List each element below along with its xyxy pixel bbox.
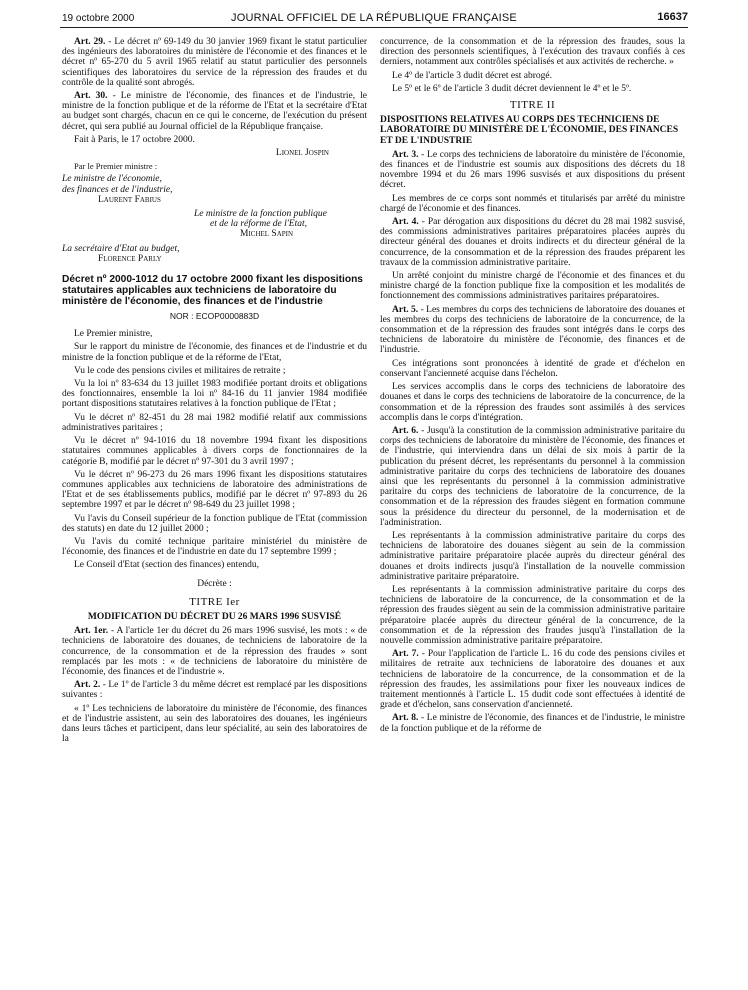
visa-paragraph: Le Conseil d'Etat (section des finances) entendu, (74, 560, 260, 571)
article-text: - Le ministre de l'économie, des finances et de l'industrie, le ministre de la fonction publique et de la réforme de l'Etat et la secrétaire d'Etat au budget sont chargés, chacun en ce qui le concerne, de l'exécution du présent décret, qui sera publié au Journal officiel de la République française. (62, 91, 367, 132)
section-heading-1: MODIFICATION DU DÉCRET DU 26 MARS 1996 SUSVISÉ (87, 611, 342, 622)
article-text: - Les membres du corps des techniciens de laboratoire des douanes et les membres du corps des techniciens de laboratoire de la concurrence, de la consommation et de la répression des fraudes sont intégrés dans le corps des techniciens de laboratoire du ministère de l'économie, des finances et de l'industrie. (380, 304, 685, 356)
titre-1: TITRE Ier (189, 595, 240, 608)
nor-reference: NOR : ECOP0000883D (169, 311, 260, 322)
page-number: 16637 (657, 11, 688, 23)
article-label: Art. 7. (392, 649, 419, 660)
article-label: Art. 30. (74, 91, 108, 102)
titre-2: TITRE II (509, 99, 556, 112)
minister-economy-line1: Le ministre de l'économie, (62, 174, 162, 185)
article-4 (380, 217, 685, 268)
article-label: Art. 5. (392, 304, 419, 315)
article-text: - Le 1º de l'article 3 du même décret est remplacé par les dispositions suivantes : (62, 680, 367, 701)
article-1 (62, 626, 367, 677)
decrete: Décrète : (197, 578, 232, 589)
left-column (62, 37, 367, 747)
par-premier-ministre: Par le Premier ministre : (74, 161, 158, 172)
article-label: Art. 3. (392, 149, 419, 160)
article-label: Art. 8. (392, 713, 419, 724)
visa-paragraph: Vu la loi nº 83-634 du 13 juillet 1983 modifiée portant droits et obligations des fonctionnaires, ensemble la loi nº 84-16 du 11 janvier 1984 modifiée portant dispositions statutaires relatives à la fonction publique de l'Etat ; (62, 379, 367, 410)
article-3 (380, 150, 685, 191)
article-label: Art. 1er. (74, 626, 109, 637)
paragraph: Un arrêté conjoint du ministre chargé de l'économie et des finances et du ministre chargé de la fonction publique fixe la composition et les modalités de fonctionnement des commissions administratives paritaires préparatoires. (380, 271, 685, 302)
premier-ministre: Le Premier ministre, (74, 329, 153, 340)
paragraph: Le 5º et le 6º de l'article 3 dudit décret deviennent le 4º et le 5º. (392, 83, 632, 94)
paragraph: Les représentants à la commission administrative paritaire du corps des techniciens de laboratoire des douanes siègent au sein de la commission administrative paritaire préparatoire placée auprès du directeur général des douanes et droits indirects jusqu'à l'installation de la nouvelle commission administrative paritaire préparatoire. (380, 530, 685, 582)
decree-title: Décret nº 2000-1012 du 17 octobre 2000 fixant les dispositions statutaires applicables aux techniciens de laboratoire du ministère de l'économie, des finances et de l'industrie (62, 274, 363, 308)
article-29 (62, 37, 367, 88)
article-30 (62, 91, 367, 132)
article-label: Art. 6. (392, 425, 419, 436)
signature-fabius: Laurent Fabius (98, 194, 161, 205)
secretary-budget: La secrétaire d'Etat au budget, (62, 243, 180, 254)
header-rule (60, 27, 688, 28)
visa-paragraph: Vu le décret nº 94-1016 du 18 novembre 1994 fixant les dispositions statutaires communes applicables à divers corps de fonctionnaires de la catégorie B, modifié par le décret nº 97-301 du 3 avril 1997 ; (62, 436, 367, 467)
continued-text: concurrence, de la consommation et de la répression des fraudes, sous la direction des personnels scientifiques, à l'exécution des travaux confiés à ces derniers, notamment aux contrôles spécialisés et aux activités de recherche. » (380, 37, 685, 68)
article-text: - A l'article 1er du décret du 26 mars 1996 susvisé, les mots : « de techniciens de laboratoire des douanes, de techniciens de laboratoire de la concurrence, de la consommation et de la répression des fraudes » sont remplacés par les mots : « de techniciens de laboratoire du ministère de l'économie, des finances et de l'industrie ». (62, 626, 367, 677)
signature-parly: Florence Parly (98, 253, 162, 264)
article-label: Art. 2. (74, 680, 101, 691)
header-journal-title: JOURNAL OFFICIEL DE LA RÉPUBLIQUE FRANÇAISE (231, 12, 517, 24)
minister-economy-line2: des finances et de l'industrie, (62, 184, 173, 195)
article-label: Art. 4. (392, 217, 419, 228)
paragraph: Les membres de ce corps sont nommés et titularisés par arrêté du ministre chargé de l'économie et des finances. (380, 193, 685, 214)
visa-paragraph: Vu le code des pensions civiles et militaires de retraite ; (74, 365, 286, 376)
article-text: - Par dérogation aux dispositions du décret du 28 mai 1982 susvisé, des commissions administratives paritaires préparatoires placées auprès du directeur général des douanes et droits indirects et du directeur général de la concurrence, de la consommation et de la répression des fraudes préparent les travaux de la commission administrative paritaire. (380, 217, 685, 268)
minister-fp-line2: et de la réforme de l'Etat, (210, 219, 308, 230)
article-text: - Le décret nº 69-149 du 30 janvier 1969 fixant le statut particulier des ingénieurs des laboratoires du ministère de l'économie et des finances et le décret nº 65-270 du 5 avril 1965 relatif au statut particulier des personnels scientifiques des laboratoires du service de la répression des fraudes et du contrôle de la qualité sont abrogés. (62, 37, 367, 88)
minister-fp-line1: Le ministre de la fonction publique (194, 209, 327, 220)
article-2 (62, 680, 367, 700)
article-5 (380, 305, 685, 356)
paragraph: Ces intégrations sont prononcées à identité de grade et d'échelon en conservant l'ancienneté acquise dans l'échelon. (380, 358, 685, 379)
fait-a-paris: Fait à Paris, le 17 octobre 2000. (74, 134, 195, 145)
article-text: - Pour l'application de l'article L. 16 du code des pensions civiles et militaires de retraite aux techniciens de laboratoire des douanes et aux techniciens de laboratoire de la concurrence, de la consommation et de la répression des fraudes, les assimilations pour fixer les nouveaux indices de traitement mentionnés à l'article L. 15 dudit code sont effectuées à identité de grade et d'échelon, sans conservation d'ancienneté. (380, 649, 685, 711)
paragraph: Les services accomplis dans le corps des techniciens de laboratoire des douanes et dans le corps des techniciens de laboratoire de la concurrence, de la consommation et de la répression des fraudes sont assimilés à des services accomplis dans le corps d'intégration. (380, 382, 685, 423)
visa-paragraph: Vu le décret nº 82-451 du 28 mai 1982 modifié relatif aux commissions administratives paritaires ; (62, 412, 367, 433)
visa-paragraph: Vu l'avis du comité technique paritaire ministériel du ministère de l'économie, des finances et de l'industrie en date du 17 septembre 1999 ; (62, 536, 367, 558)
article-6 (380, 426, 685, 528)
article-7 (380, 649, 685, 710)
article-text: - Le corps des techniciens de laboratoire du ministère de l'économie, des finances et de l'industrie est soumis aux dispositions des décrets du 18 novembre 1994 et du 26 mars 1996 susvisés et aux dispositions du présent décret. (380, 149, 685, 191)
article-text: - Jusqu'à la constitution de la commission administrative paritaire du corps des techniciens de laboratoire du ministère de l'économie, des finances et de l'industrie, qui interviendra dans un délai de six mois à partir de la publication du présent décret, les représentants du personnel à la commission administrative paritaire du corps des techniciens de laboratoire des douanes ainsi que les représentants du personnel à la commission administrative paritaire du corps des techniciens de laboratoire de la concurrence, de la consommation et de la répression des fraudes siègent en formation commune sous la présidence du directeur du personnel, de la modernisation et de l'administration. (380, 425, 685, 528)
article-2-quote: « 1º Les techniciens de laboratoire du ministère de l'économie, des finances et de l'industrie assistent, au sein des laboratoires des douanes, les ingénieurs dans leurs tâches et participent, dans leur spécialité, au sein des laboratoires de la (62, 703, 367, 745)
visa-paragraph: Sur le rapport du ministre de l'économie, des finances et de l'industrie et du ministre de la fonction publique et de la réforme de l'Etat, (62, 342, 367, 363)
visa-paragraph: Vu le décret nº 96-273 du 26 mars 1996 fixant les dispositions statutaires communes applicables aux techniciens de laboratoire des administrations de l'Etat et de ses établissements publics, modifié par le décret nº 97-893 du 26 septembre 1997 et par le décret nº 98-649 du 23 juillet 1998 ; (62, 469, 367, 511)
article-label: Art. 29. (74, 37, 106, 47)
paragraph: Les représentants à la commission administrative paritaire du corps des techniciens de laboratoire de la concurrence, de la consommation et de la répression des fraudes siègent au sein de la commission administrative paritaire préparatoire placée auprès du directeur général de la concurrence, de la consommation et de la répression des fraudes jusqu'à l'installation de la nouvelle commission administrative paritaire préparatoire. (380, 584, 685, 646)
visa-paragraph: Vu l'avis du Conseil supérieur de la fonction publique de l'Etat (commission des statuts) en date du 12 juillet 2000 ; (62, 513, 367, 534)
right-column (380, 37, 685, 737)
header-date: 19 octobre 2000 (62, 13, 135, 24)
section-heading-2: DISPOSITIONS RELATIVES AU CORPS DES TECHNICIENS DE LABORATOIRE DU MINISTÈRE DE L'ÉCONOMIE, DES FINANCES ET DE L'INDUSTRIE (380, 115, 679, 146)
signature-sapin: Michel Sapin (240, 229, 294, 240)
page-header (0, 10, 748, 26)
article-text: - Le ministre de l'économie, des finances et de l'industrie, le ministre de la fonction publique et de la réforme de (380, 713, 685, 734)
signature-jospin: Lionel Jospin (275, 148, 329, 159)
paragraph: Le 4º de l'article 3 dudit décret est abrogé. (392, 70, 553, 81)
article-8 (380, 713, 685, 733)
